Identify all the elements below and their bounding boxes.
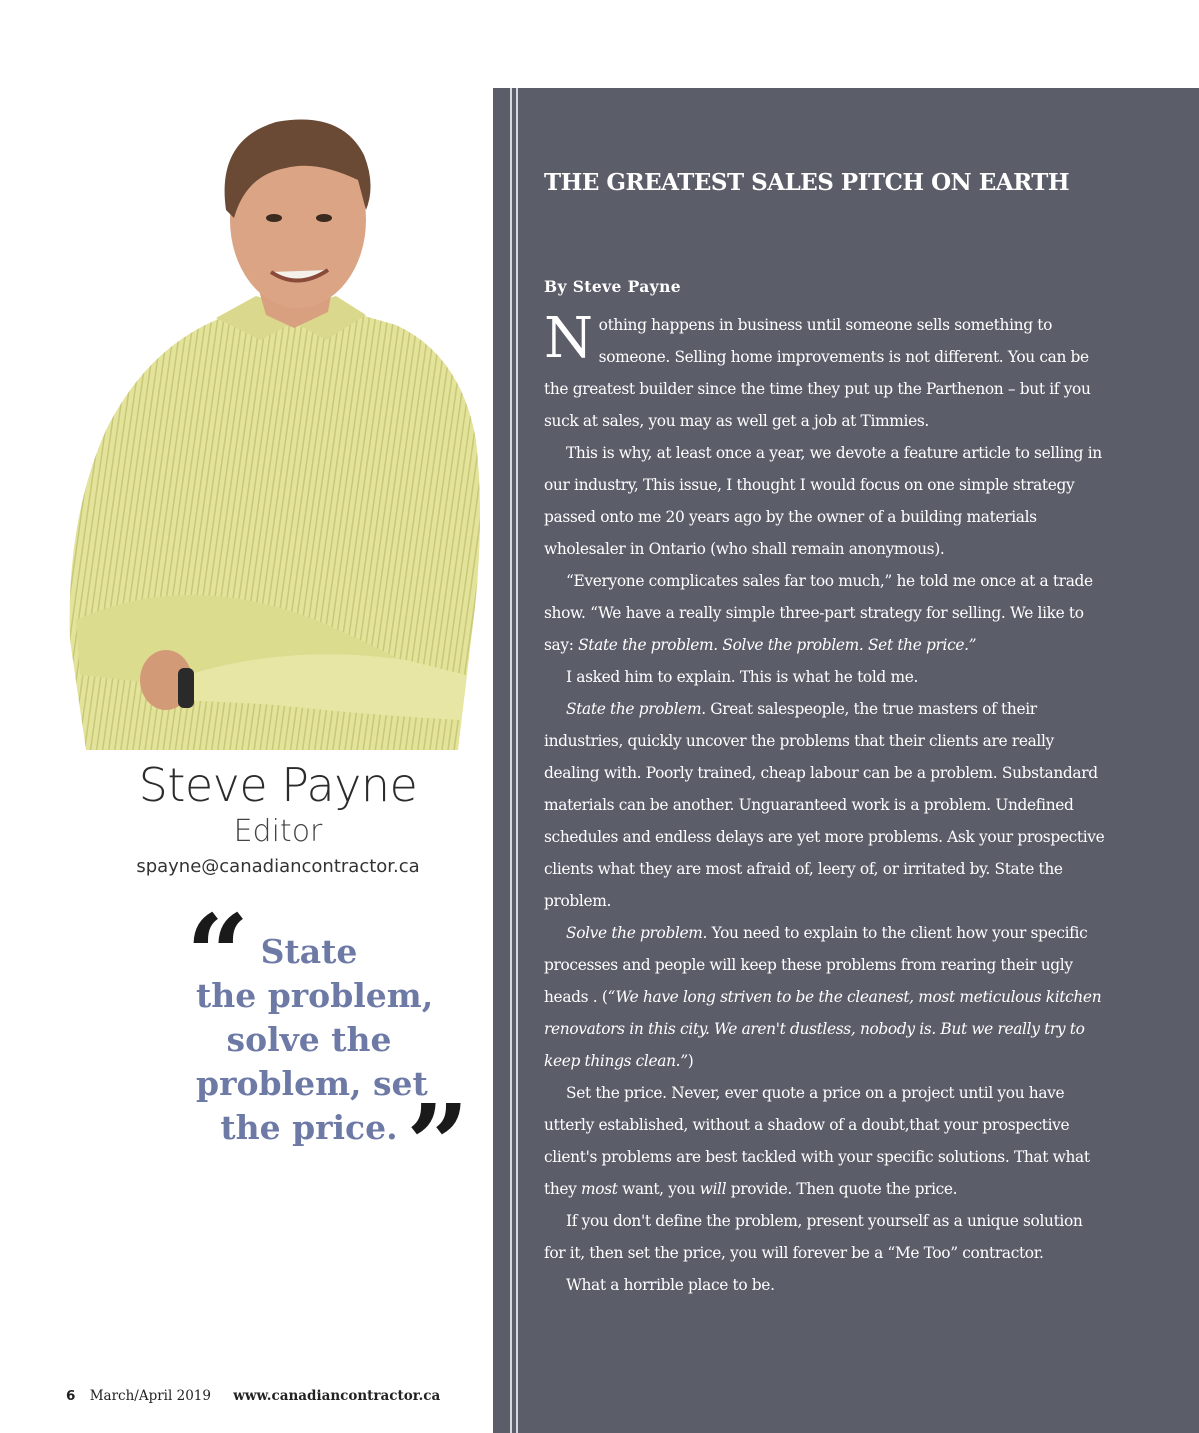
- pull-quote-line: solve the: [226, 1020, 392, 1059]
- pull-quote-line: State: [260, 932, 358, 971]
- author-role: Editor: [233, 814, 323, 849]
- article-paragraph: Nothing happens in business until someone sells something to someone. Selling home improvements is not different. You can be the greatest builder since the time they put up the Parthenon – but if you suck at sales, you may as well get a job at Timmies.: [544, 306, 1091, 430]
- article: [544, 165, 1106, 1301]
- pull-quote-line: the price.: [220, 1108, 398, 1147]
- quote-close-mark: ”: [406, 1080, 470, 1209]
- drop-cap: N: [544, 306, 593, 371]
- article-byline: By Steve Payne: [544, 277, 682, 296]
- panel-rule: [510, 88, 512, 1433]
- page-number: 6: [66, 1388, 76, 1404]
- article-paragraph: “Everyone complicates sales far too much,” he told me once at a trade show. “We have a really simple three-part strategy for selling. We like to say: State the problem. Solve the problem. Set the price.”: [544, 572, 1093, 654]
- pull-quote-line: problem, set: [196, 1064, 428, 1103]
- issue-date: March/April 2019: [89, 1388, 211, 1404]
- article-paragraph: I asked him to explain. This is what he told me.: [566, 668, 919, 686]
- article-paragraph: This is why, at least once a year, we devote a feature article to selling in our industry, This issue, I thought I would focus on one simple strategy passed onto me 20 years ago by the owner of a building materials wholesaler in Ontario (who shall remain anonymous).: [544, 444, 1102, 558]
- article-paragraph: What a horrible place to be.: [566, 1276, 775, 1294]
- quote-open-mark: “: [186, 890, 250, 1019]
- page-footer: [66, 1388, 440, 1404]
- article-paragraph: State the problem. Great salespeople, the true masters of their industries, quickly uncover the problems that their clients are really dealing with. Poorly trained, cheap labour can be a problem. Substandard materials can be another. Unguaranteed work is a problem. Undefined schedules and endless delays are yet more problems. Ask your prospective clients what they are most afraid of, leery of, or irritated by. State the problem.: [544, 700, 1105, 910]
- article-paragraph: Solve the problem. You need to explain to the client how your specific processes and people will keep these problems from rearing their ugly heads . (“We have long striven to be the cleanest, most meticulous kitchen renovators in this city. We aren't dustless, nobody is. But we really try to keep things clean.”): [544, 924, 1102, 1070]
- pull-quote: [196, 930, 434, 1150]
- article-paragraph: If you don't define the problem, present yourself as a unique solution for it, then set the price, you will forever be a “Me Too” contractor.: [544, 1212, 1083, 1262]
- author-email[interactable]: spayne@canadiancontractor.ca: [136, 856, 420, 877]
- panel-rule: [516, 88, 518, 1433]
- author-photo: [66, 100, 486, 750]
- article-headline: THE GREATEST SALES PITCH ON EARTH: [544, 169, 1070, 196]
- article-body: [544, 306, 1106, 1301]
- article-paragraph: Set the price. Never, ever quote a price on a project until you have utterly established, without a shadow of a doubt,that your prospective client's problems are best tackled with your specific solutions. That what they most want, you will provide. Then quote the price.: [544, 1084, 1090, 1198]
- website-link[interactable]: www.canadiancontractor.ca: [233, 1388, 441, 1404]
- author-name: Steve Payne: [138, 758, 418, 812]
- pull-quote-line: the problem,: [196, 976, 434, 1015]
